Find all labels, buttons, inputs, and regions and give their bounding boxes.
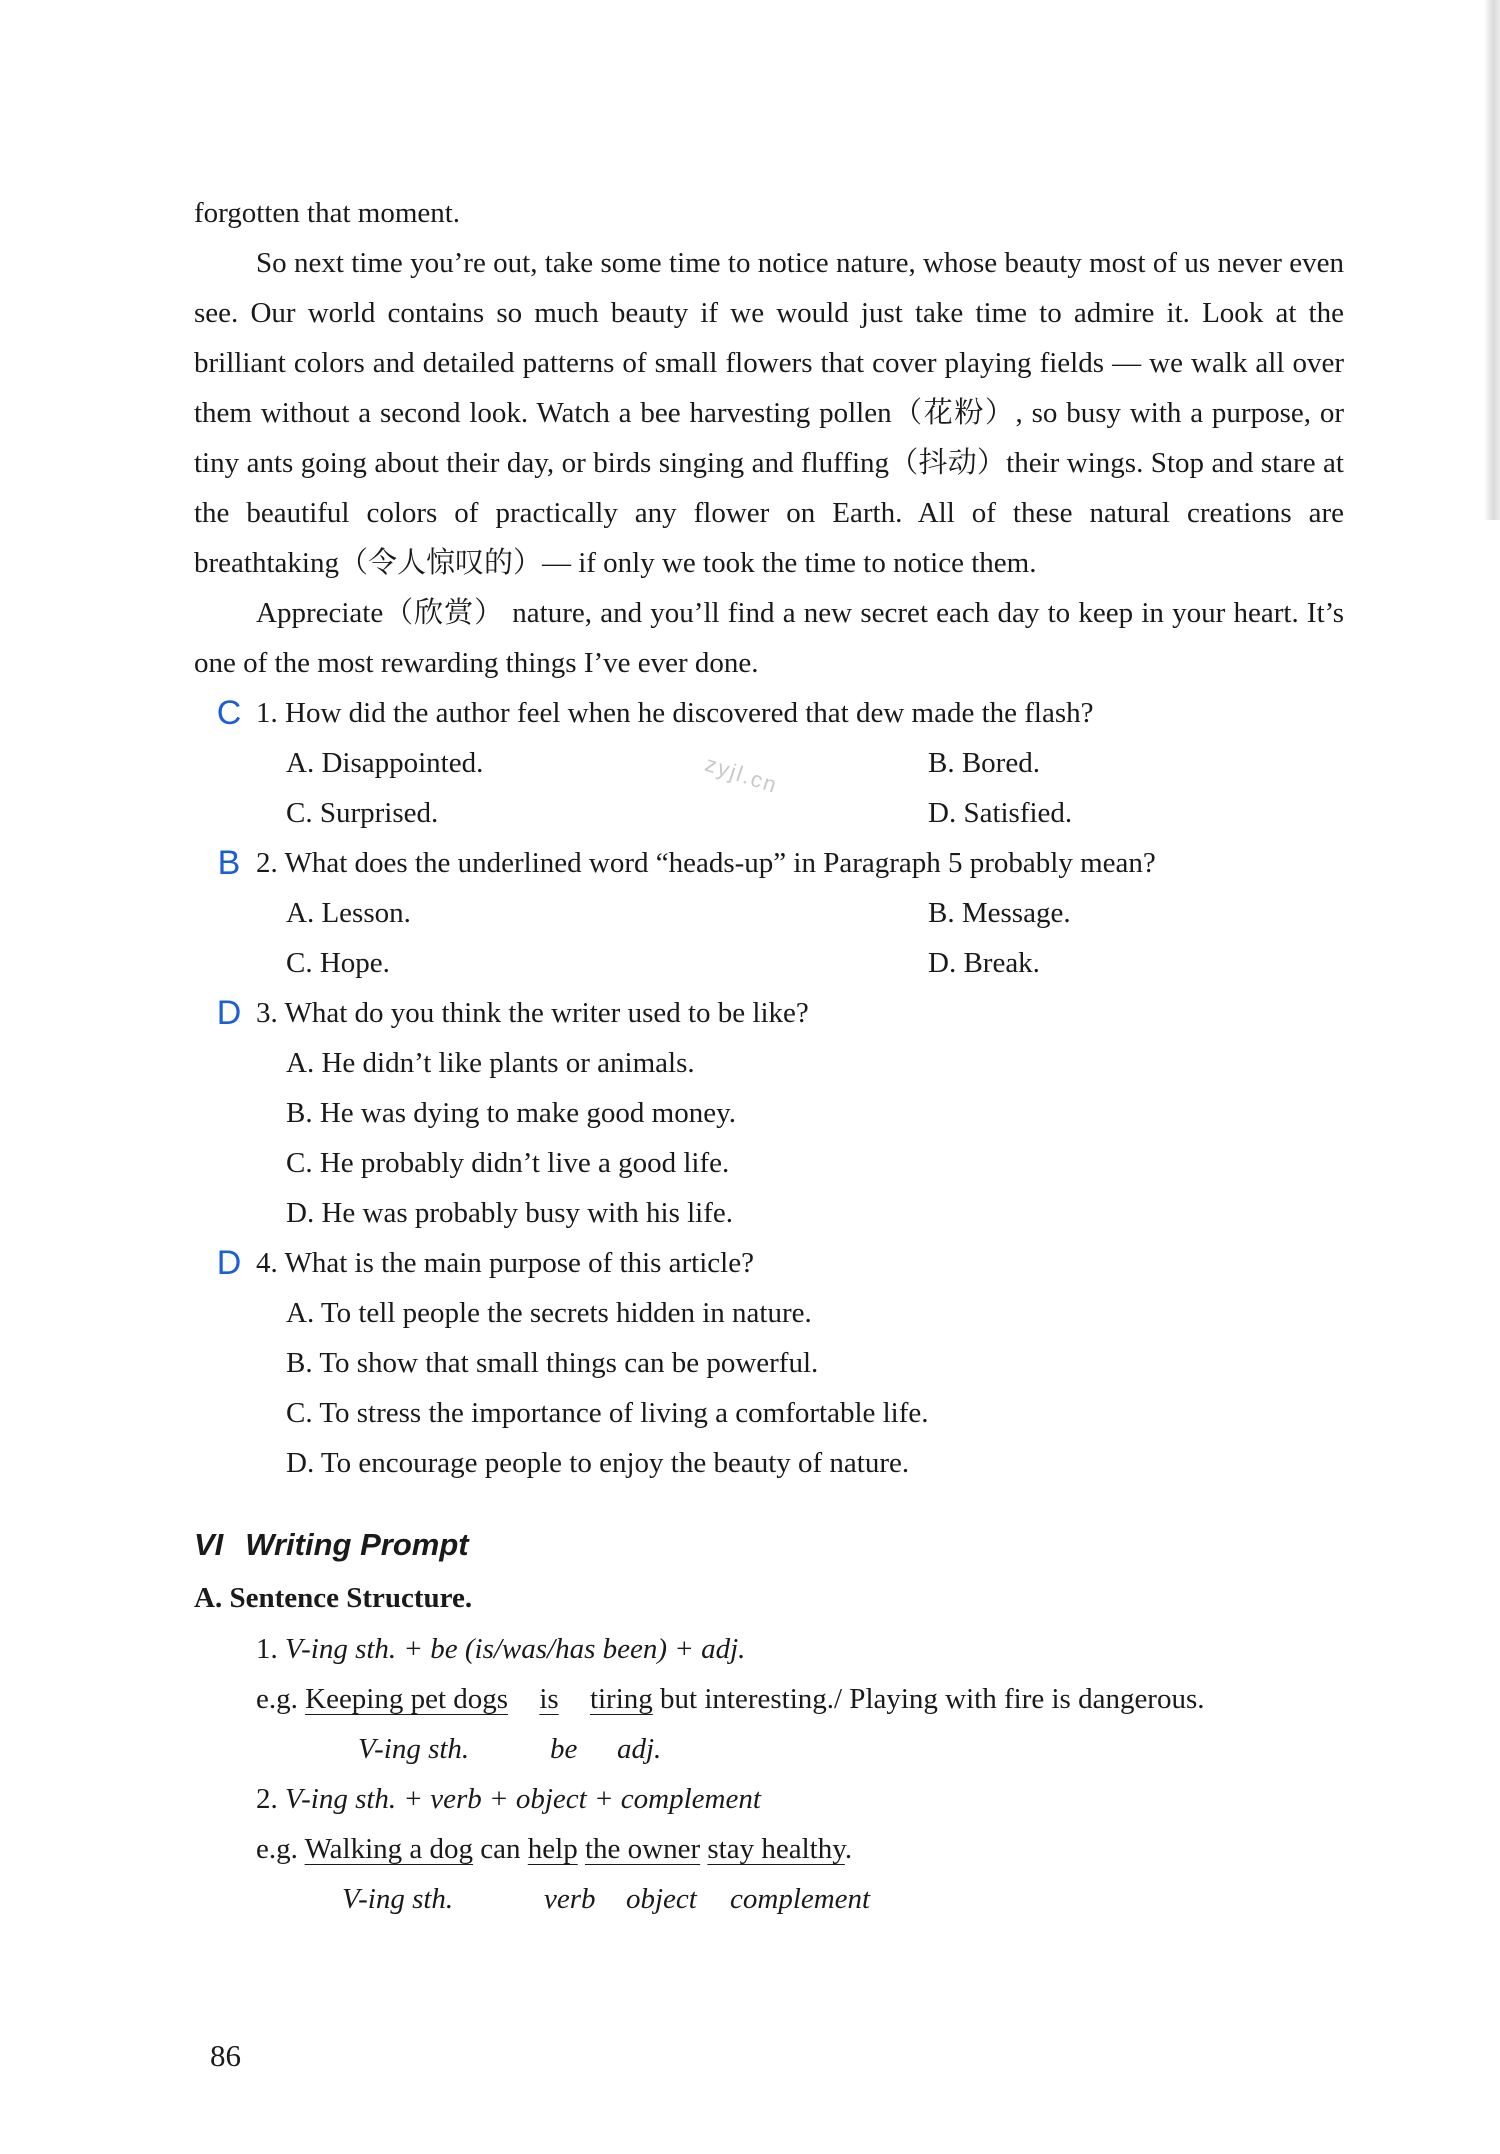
passage-paragraph-3: Appreciate（欣赏） nature, and you’ll find a new secret each day to keep in your heart. It’s one of the most rewarding things I’ve ever done. xyxy=(194,597,1344,679)
option-a: A. Lesson. xyxy=(286,897,411,929)
example-end: . xyxy=(844,1833,853,1865)
option-a: A. Disappointed. xyxy=(286,747,484,779)
page-number: 86 xyxy=(210,2038,241,2073)
option-c: C. He probably didn’t live a good life. xyxy=(286,1147,730,1179)
example-verb: help xyxy=(527,1833,578,1865)
answer-mark: C xyxy=(216,694,242,732)
example-subject: Walking a dog xyxy=(304,1833,474,1865)
page-edge-shadow xyxy=(1484,0,1500,520)
structure-2-example xyxy=(194,1824,1344,1874)
label-subject: V-ing sth. xyxy=(342,1883,454,1915)
question-2 xyxy=(194,838,1344,988)
option-a: A. He didn’t like plants or animals. xyxy=(286,1047,695,1079)
label-object: object xyxy=(626,1883,697,1915)
structure-1-example xyxy=(194,1674,1344,1724)
question-text: 3. What do you think the writer used to be like? xyxy=(256,997,809,1029)
option-d: D. Break. xyxy=(928,947,1040,979)
example-prefix: e.g. xyxy=(256,1833,298,1865)
answer-mark: B xyxy=(217,844,241,882)
question-text: 4. What is the main purpose of this article? xyxy=(256,1247,754,1279)
example-object: the owner xyxy=(584,1833,701,1865)
page-content xyxy=(194,188,1344,1924)
example-subject: Keeping pet dogs xyxy=(305,1683,509,1715)
structure-2-formula xyxy=(194,1774,1344,1824)
label-adj: adj. xyxy=(617,1733,662,1765)
example-verb: is xyxy=(539,1683,559,1715)
label-complement: complement xyxy=(730,1883,871,1915)
passage-paragraph-1: forgotten that moment. xyxy=(194,197,461,229)
question-1 xyxy=(194,688,1344,838)
structure-2-labels xyxy=(194,1874,1344,1924)
section-numeral: VI xyxy=(194,1527,224,1562)
option-d: D. To encourage people to enjoy the beauty of nature. xyxy=(286,1447,910,1479)
option-a: A. To tell people the secrets hidden in nature. xyxy=(286,1297,812,1329)
question-3 xyxy=(194,988,1344,1238)
option-d: D. He was probably busy with his life. xyxy=(286,1197,734,1229)
answer-mark: D xyxy=(216,994,242,1032)
structure-1-labels xyxy=(194,1724,1344,1774)
question-text: 1. How did the author feel when he discovered that dew made the flash? xyxy=(256,697,1094,729)
example-prefix: e.g. xyxy=(256,1683,298,1715)
option-c: C. Surprised. xyxy=(286,797,439,829)
structure-formula: V-ing sth. + verb + object + complement xyxy=(285,1783,761,1815)
example-adj: tiring xyxy=(589,1683,653,1715)
example-complement: stay healthy xyxy=(707,1833,845,1865)
option-b: B. Message. xyxy=(928,897,1071,929)
option-b: B. He was dying to make good money. xyxy=(286,1097,736,1129)
structure-number: 1. xyxy=(256,1633,278,1665)
structure-formula: V-ing sth. + be (is/was/has been) + adj. xyxy=(285,1633,746,1665)
answer-mark: D xyxy=(216,1244,242,1282)
passage-paragraph-2: So next time you’re out, take some time to notice nature, whose beauty most of us never even see. Our world contains so much beauty if we would just take time to admire it. Look at the brilliant colors and detailed patterns of small flowers that cover playing fields — we walk all over them without a second look. Watch a bee harvesting pollen（花粉）, so busy with a purpose, or tiny ants going about their day, or birds singing and fluffing（抖动）their wings. Stop and stare at the beautiful colors of practically any flower on Earth. All of these natural creations are breathtaking（令人惊叹的）— if only we took the time to notice them. xyxy=(194,247,1344,579)
label-subject: V-ing sth. xyxy=(358,1733,470,1765)
option-c: C. To stress the importance of living a comfortable life. xyxy=(286,1397,929,1429)
question-4 xyxy=(194,1238,1344,1488)
section-heading xyxy=(194,1518,1344,1572)
section-title: Writing Prompt xyxy=(245,1527,469,1562)
section-subtitle: A. Sentence Structure. xyxy=(194,1582,473,1614)
option-b: B. To show that small things can be powerful. xyxy=(286,1347,819,1379)
question-text: 2. What does the underlined word “heads-up” in Paragraph 5 probably mean? xyxy=(256,847,1156,879)
structure-number: 2. xyxy=(256,1783,278,1815)
example-modal: can xyxy=(480,1833,521,1865)
option-c: C. Hope. xyxy=(286,947,390,979)
label-verb: be xyxy=(550,1733,578,1765)
option-b: B. Bored. xyxy=(928,747,1040,779)
label-verb: verb xyxy=(544,1883,596,1915)
watermark: zyjl.cn xyxy=(702,751,782,799)
example-rest: but interesting./ Playing with fire is dangerous. xyxy=(660,1683,1205,1715)
option-d: D. Satisfied. xyxy=(928,797,1073,829)
structure-1-formula xyxy=(194,1624,1344,1674)
